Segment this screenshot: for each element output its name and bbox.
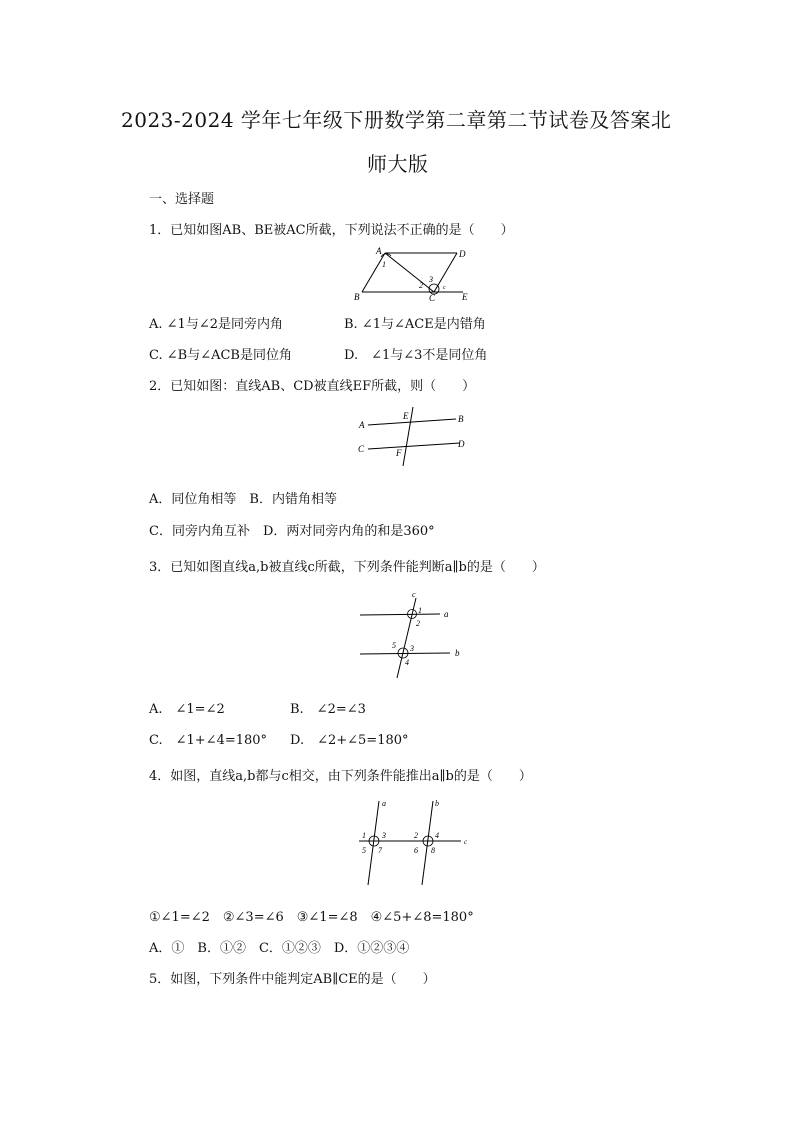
q2-line-cd	[368, 443, 460, 449]
q1-figure	[345, 244, 475, 304]
q2-stem: 2．已知如图：直线AB、CD被直线EF所截，则（ ）	[149, 379, 476, 394]
q3-label-c: c	[412, 590, 416, 599]
q3-option-c: C. ∠1+∠4=180°	[149, 733, 268, 748]
q2-label-a: A	[359, 420, 365, 430]
q4-conditions: ①∠1=∠2 ②∠3=∠6 ③∠1=∠8 ④∠5+∠8=180°	[149, 910, 474, 925]
q3-label-a: a	[444, 609, 449, 619]
q3-label-b: b	[455, 648, 460, 658]
q3-option-b: B. ∠2=∠3	[290, 702, 366, 717]
q1-label-e: E	[462, 292, 468, 302]
q3-angle-2: 2	[416, 619, 420, 628]
q4-angle-6: 6	[414, 846, 418, 855]
q1-label-b: B	[354, 292, 360, 302]
q1-angle-3: 3	[429, 275, 433, 284]
q1-stem: 1．已知如图AB、BE被AC所截，下列说法不正确的是（ ）	[149, 223, 514, 238]
q1-option-b: B. ∠1与∠ACE是内错角	[344, 317, 486, 332]
q4-label-c: c	[464, 838, 468, 846]
page-title: 2023-2024 学年七年级下册数学第二章第二节试卷及答案北	[121, 108, 672, 132]
q1-angle-2: 2	[419, 281, 423, 290]
q4-angle-8: 8	[431, 846, 435, 855]
q1-line-ac	[385, 253, 434, 292]
q3-angle-5: 5	[392, 641, 396, 650]
q1-line-ab	[362, 253, 385, 292]
q1-label-c: C	[429, 293, 436, 303]
q4-angle-4: 4	[435, 831, 439, 840]
q4-stem: 4．如图，直线a,b都与c相交，由下列条件能推出a∥b的是（ ）	[149, 769, 532, 784]
q2-label-d: D	[458, 439, 465, 449]
q2-figure	[356, 404, 470, 470]
q3-option-d: D. ∠2+∠5=180°	[290, 733, 409, 748]
section-heading: 一、选择题	[149, 192, 215, 207]
q4-label-a: a	[382, 799, 386, 808]
q1-angle-1: 1	[382, 260, 386, 269]
q3-angle-3: 3	[410, 644, 414, 653]
q4-figure	[353, 797, 473, 889]
q1-option-d: D. ∠1与∠3不是同位角	[344, 348, 488, 363]
q3-line-b	[360, 653, 450, 654]
page-title-line2: 师大版	[367, 152, 429, 176]
q3-figure	[355, 590, 471, 682]
q2-line-ab	[368, 419, 456, 425]
q4-label-b: b	[435, 799, 439, 808]
q5-stem: 5．如图，下列条件中能判定AB∥CE的是（ ）	[149, 972, 436, 987]
q4-angle-7: 7	[378, 846, 382, 855]
q4-angle-5: 5	[362, 846, 366, 855]
q4-angle-1: 1	[362, 831, 366, 840]
q1-angle-c: c	[443, 285, 446, 291]
q4-angle-2: 2	[414, 831, 418, 840]
q4-angle-3: 3	[382, 831, 386, 840]
q3-angle-1: 1	[418, 606, 422, 615]
q2-label-c: C	[358, 444, 365, 454]
q2-options-ab: A．同位角相等 B．内错角相等	[149, 492, 337, 507]
q2-label-b: B	[458, 414, 464, 424]
q1-option-a: A. ∠1与∠2是同旁内角	[149, 317, 283, 332]
q1-label-a: A	[376, 246, 382, 256]
q1-option-c: C. ∠B与∠ACB是同位角	[149, 348, 292, 363]
q3-line-a	[360, 614, 440, 615]
q2-options-cd: C．同旁内角互补 D．两对同旁内角的和是360°	[149, 524, 435, 539]
q2-label-e: E	[403, 411, 409, 421]
q3-stem: 3．已知如图直线a,b被直线c所截，下列条件能判断a∥b的是（ ）	[149, 560, 545, 575]
q1-label-d: D	[459, 249, 466, 259]
q4-options: A．① B．①② C．①②③ D．①②③④	[149, 941, 410, 956]
q3-option-a: A. ∠1=∠2	[149, 702, 225, 717]
q3-angle-4: 4	[405, 658, 409, 667]
q2-label-f: F	[396, 448, 402, 458]
